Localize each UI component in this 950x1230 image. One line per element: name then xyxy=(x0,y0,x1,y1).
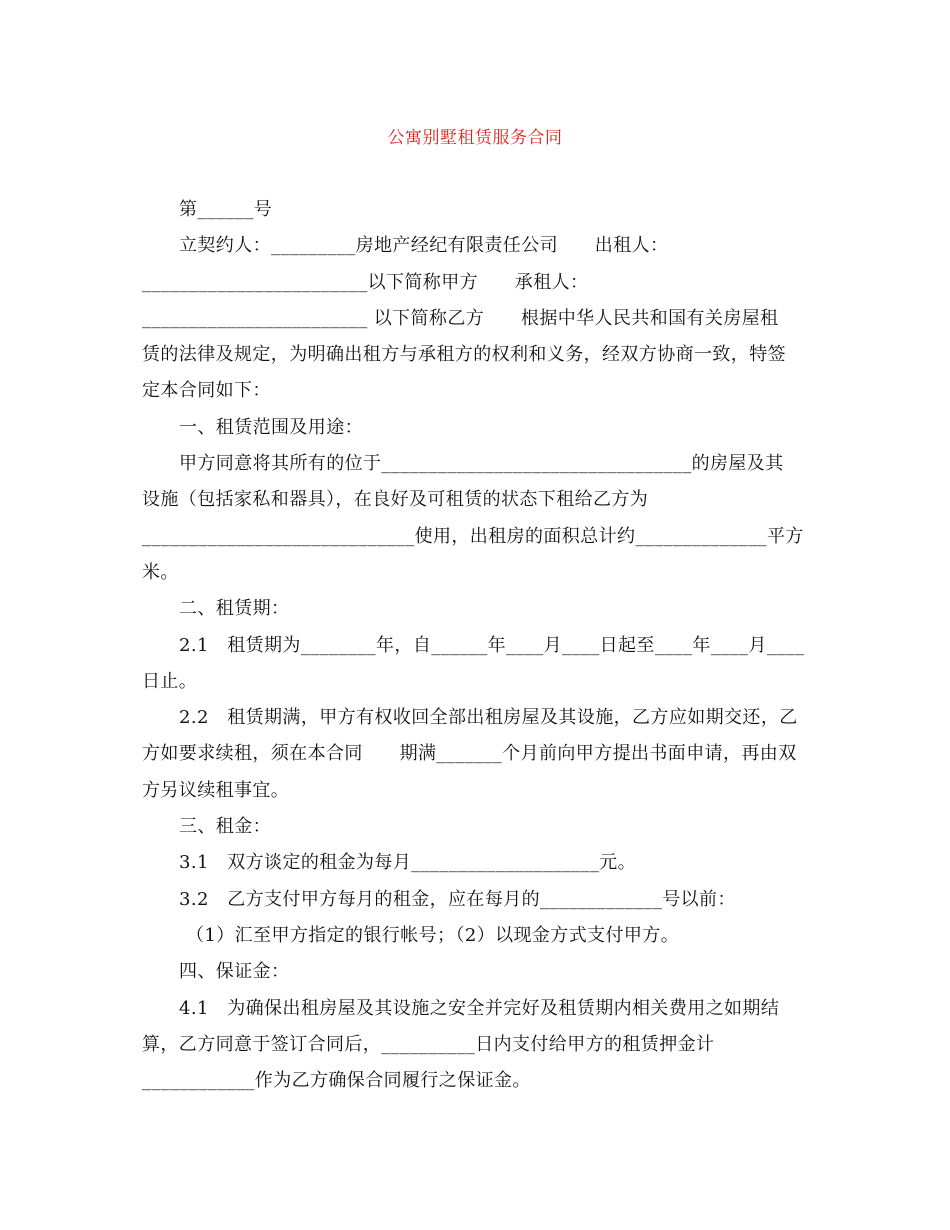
clause-2-2-line: 方如要求续租，须在本合同 期满_______个月前向甲方提出书面申请，再由双 xyxy=(142,743,797,765)
document-body xyxy=(142,192,808,1099)
clause-2-2-line: 方另议续租事宜。 xyxy=(142,779,290,801)
clause-4-1-line: 算，乙方同意于签订合同后，__________日内支付给甲方的租赁押金计 xyxy=(142,1033,715,1055)
clause-2-1-line: 2.1 租赁期为________年，自______年____月____日起至____年____月____ xyxy=(179,634,805,656)
scope-line: _____________________________使用，出租房的面积总计约______________平方 xyxy=(142,525,804,547)
contract-number-line: 第______号 xyxy=(179,199,273,220)
section-heading-rent: 三、租金： xyxy=(179,816,271,838)
section-heading-term: 二、租赁期： xyxy=(179,598,290,620)
section-heading-scope: 一、租赁范围及用途： xyxy=(179,416,363,438)
party-b-line: ________________________ 以下简称乙方 根据中华人民共和国有关房屋租 xyxy=(142,307,779,329)
clause-3-2-line: 3.2 乙方支付甲方每月的租金，应在每月的_____________号以前： xyxy=(179,888,736,910)
payment-methods-line: （1）汇至甲方指定的银行帐号；（2）以现金方式支付甲方。 xyxy=(186,924,680,946)
scope-line: 甲方同意将其所有的位于_________________________________的房屋及其 xyxy=(179,453,784,475)
preamble-end-line: 定本合同如下： xyxy=(142,380,271,402)
scope-line: 设施（包括家私和器具），在良好及可租赁的状态下租给乙方为 xyxy=(142,489,649,511)
section-heading-deposit: 四、保证金： xyxy=(179,961,290,983)
clause-3-1-line: 3.1 双方谈定的租金为每月____________________元。 xyxy=(179,852,637,874)
clause-4-1-line: 4.1 为确保出租房屋及其设施之安全并完好及租赁期内相关费用之如期结 xyxy=(179,997,780,1019)
clause-2-1-line: 日止。 xyxy=(142,670,198,692)
document-title: 公寓别墅租赁服务合同 xyxy=(387,128,563,148)
clause-4-1-line: ____________作为乙方确保合同履行之保证金。 xyxy=(142,1070,531,1092)
scope-line: 米。 xyxy=(142,561,179,583)
parties-line: 立契约人：_________房地产经纪有限责任公司 出租人： xyxy=(179,235,669,257)
preamble-line: 赁的法律及规定，为明确出租方与承租方的权利和义务，经双方协商一致，特签 xyxy=(142,344,786,366)
clause-2-2-line: 2.2 租赁期满，甲方有权收回全部出租房屋及其设施，乙方应如期交还，乙 xyxy=(179,707,798,729)
party-a-line: ________________________以下简称甲方 承租人： xyxy=(142,271,589,293)
